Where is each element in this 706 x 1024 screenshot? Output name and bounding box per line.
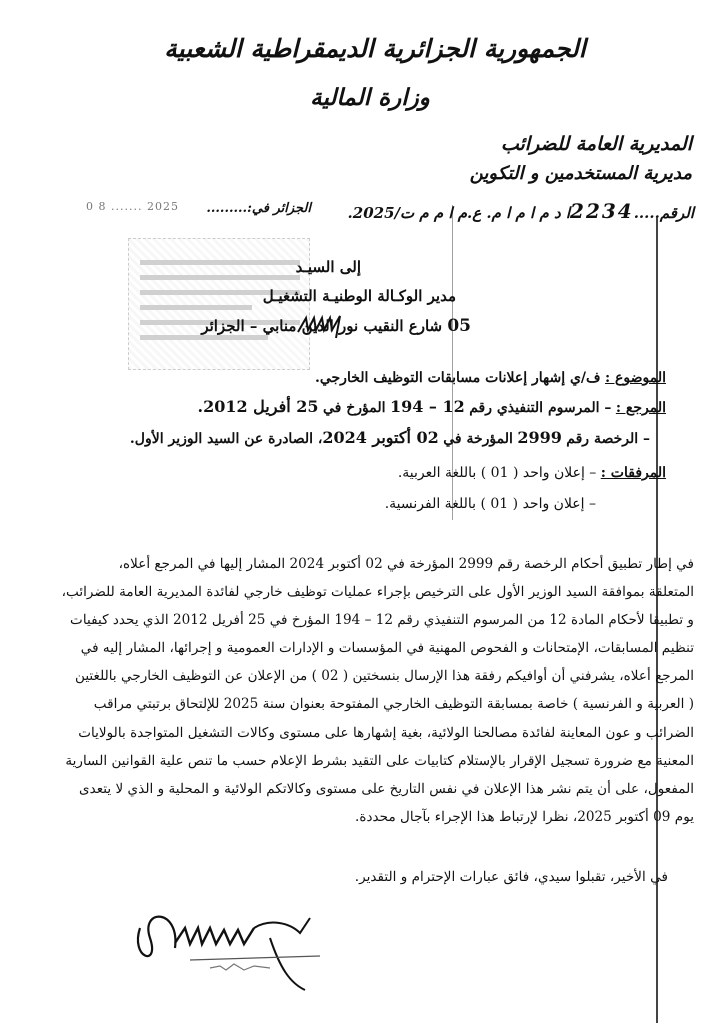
body-line: المرجع أعلاه، يشرفني أن أوافيكم رفقة هذا الإرسال بنسختين ( 02 ) من الإعلان عن التوظيف الخارجي باللغتين bbox=[74, 668, 694, 685]
recipient-title: إلى السيـد bbox=[295, 258, 361, 276]
attachment-line-1 bbox=[398, 465, 666, 481]
ministry-header: وزارة المالية bbox=[310, 84, 430, 111]
recipient-name: مدير الوكـالة الوطنيـة التشغيـل bbox=[262, 287, 456, 305]
body-line: و تطبيقا لأحكام المادة 12 من المرسوم التنفيذي رقم 12 – 194 المؤرخ في 25 أفريل 2012 الذي يحدد كيفيات bbox=[70, 612, 694, 629]
date-stamp: 0 8 ....... 2025 bbox=[86, 200, 179, 213]
reference-line-1: المرجع : – المرسوم التنفيذي رقم 12 – 194 المؤرخ في 25 أفريل 2012. bbox=[197, 397, 666, 416]
body-line: المتعلقة بموافقة السيد الوزير الأول على الترخيص بإجراء عمليات توظيف خارجي لفائدة المديرية العامة للضرائب، bbox=[61, 584, 694, 601]
reference-value: 2234 bbox=[570, 199, 634, 223]
street-name: شارع النقيب نور الدين منابي – الجزائر bbox=[201, 317, 443, 335]
direction-general-header: المديرية العامة للضرائب bbox=[500, 133, 692, 155]
decree-date: 25 أفريل 2012. bbox=[197, 397, 319, 416]
body-line: في إطار تطبيق أحكام الرخصة رقم 2999 المؤرخة في 02 أكتوبر 2024 المشار إليها في المرجع أعلاه، bbox=[118, 556, 694, 572]
reference-suffix: ا د م ا م ا م. ع.م ا م م ت/2025. bbox=[347, 204, 571, 222]
body-line: تنظيم المسابقات، الإمتحانات و الفحوص المهنية في المؤسسات و الإدارات العمومية و إجرائها، المشار إليه في bbox=[80, 640, 694, 657]
direction-header: مديرية المستخدمين و التكوين bbox=[469, 163, 692, 184]
body-line: المفعول، على أن يتم نشر هذا الإعلان في نفس التاريخ على مستوى وكالاتكم الولائية و المحلية و الذي لا يتعدى bbox=[78, 780, 694, 797]
attachment-arabic: – إعلان واحد ( 01 ) باللغة العربية. bbox=[397, 465, 597, 481]
handwritten-mark bbox=[296, 310, 356, 340]
reference-number: الرقم.....2234ا د م ا م ا م. ع.م ا م م ت/2025. bbox=[347, 199, 694, 223]
attachment-french: – إعلان واحد ( 01 ) باللغة الفرنسية. bbox=[384, 496, 596, 512]
body-line: يوم 09 أكتوبر 2025، نظرا لإرتباط هذا الإجراء بآجال محددة. bbox=[355, 808, 694, 825]
reference-prefix: الرقم bbox=[659, 204, 694, 222]
subject-label: الموضوع : bbox=[605, 370, 666, 386]
letter-body bbox=[60, 550, 694, 831]
attachments-label: المرفقات : bbox=[600, 465, 666, 481]
country-header: الجمهورية الجزائرية الديمقراطية الشعبية bbox=[164, 34, 586, 63]
street-number: 05 bbox=[447, 316, 471, 336]
subject-line bbox=[315, 370, 666, 386]
closing-line: في الأخير، تقبلوا سيدي، فائق عبارات الإحترام و التقدير. bbox=[354, 869, 668, 885]
license-date: 02 أكتوبر 2024 bbox=[322, 428, 439, 447]
license-number: 2999 bbox=[517, 428, 562, 447]
signature-image bbox=[120, 898, 340, 998]
references-label: المرجع : bbox=[615, 400, 666, 416]
attachment-line-2 bbox=[385, 496, 596, 512]
decree-number: 12 – 194 bbox=[389, 397, 465, 416]
body-line: الضرائب و عون المعاينة لفائدة مصالحنا الولائية، بغية إشهارها على مستوى وكالات التشغيل المتواجدة بالولايات bbox=[78, 724, 694, 741]
subject-text: ف/ي إشهار إعلانات مسابقات التوظيف الخارجي. bbox=[314, 370, 601, 386]
reference-line-2: – الرخصة رقم 2999 المؤرخة في 02 أكتوبر 2024، الصادرة عن السيد الوزير الأول. bbox=[129, 428, 650, 447]
body-line: ( العربية و الفرنسية ) خاصة بمسابقة التوظيف الخارجي المفتوحة بعنوان سنة 2025 للإلتحاق برتبتي مراقب bbox=[93, 696, 694, 713]
body-line: المعنية مع ضرورة تسجيل الإقرار بالإستلام كتابيات على التقيد بشرط الإعلام حسب ما تنص علية القوانين السارية bbox=[65, 752, 694, 769]
place-label: الجزائر في:......... bbox=[206, 201, 311, 216]
